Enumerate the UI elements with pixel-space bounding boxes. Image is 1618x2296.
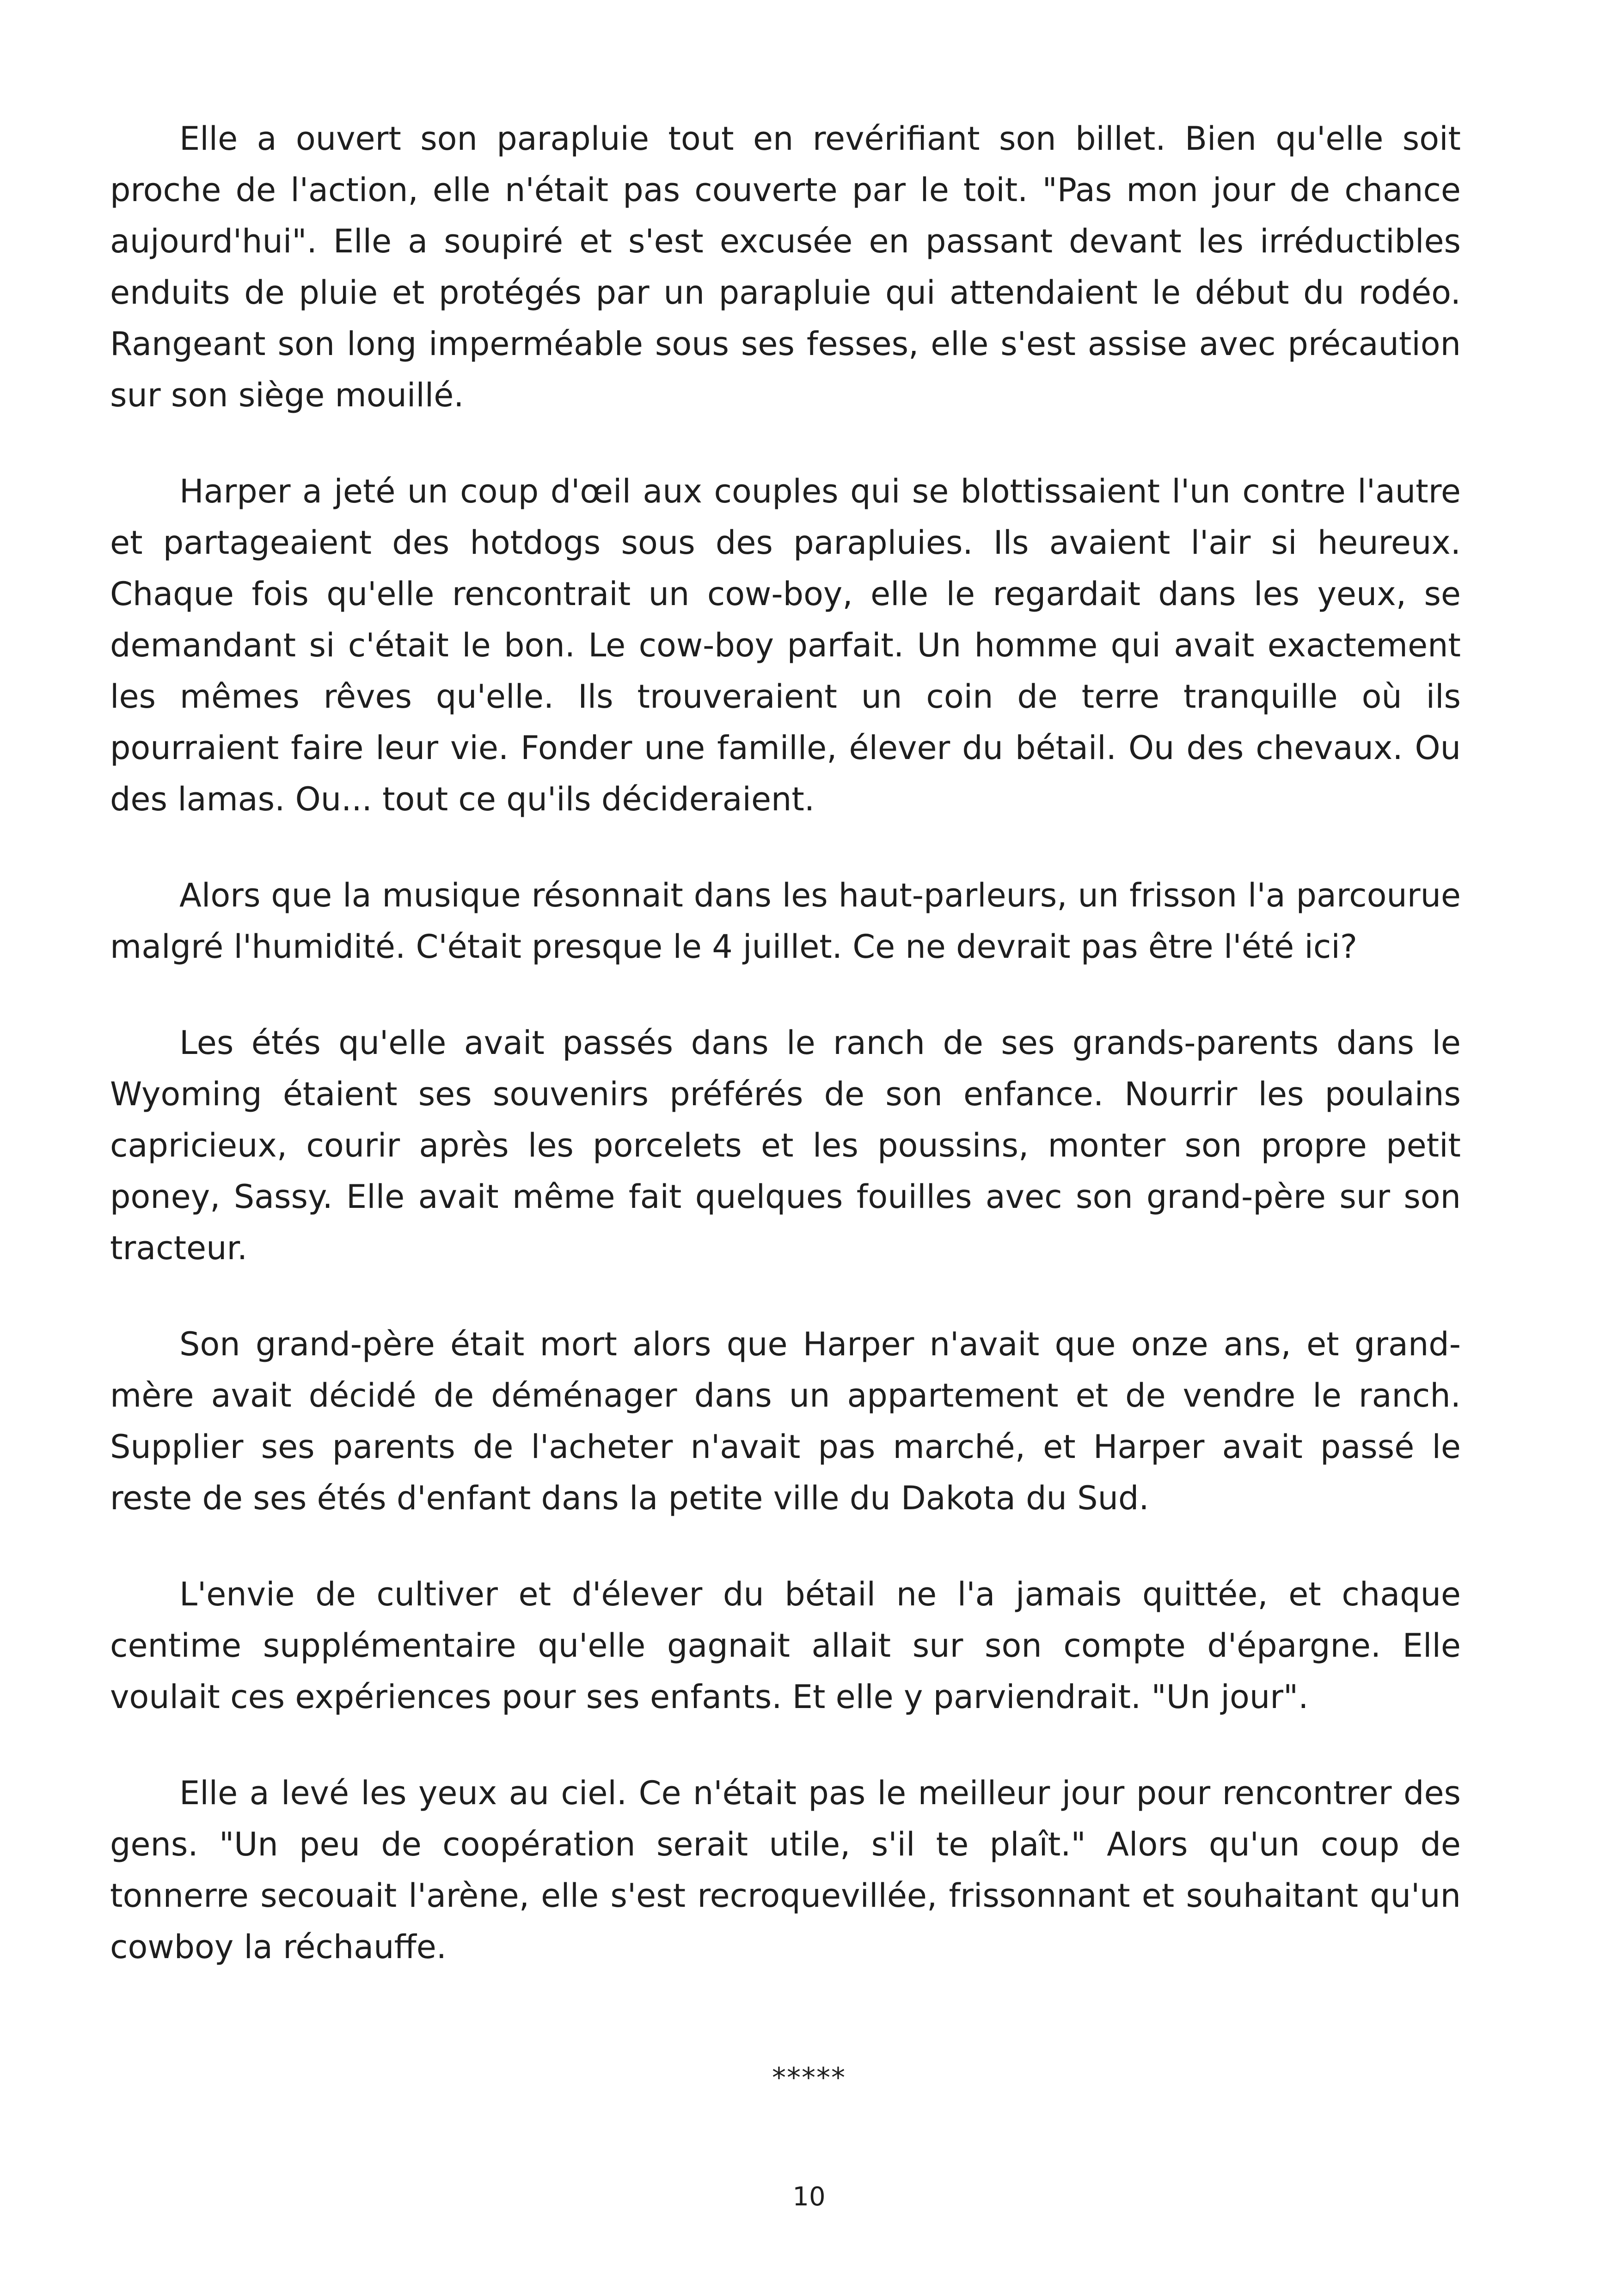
paragraph-4: Les étés qu'elle avait passés dans le ranch de ses grands-parents dans le Wyoming étaient ses souvenirs préférés de son enfance. Nourrir les poulains capricieux, courir après les porcelets et les poussins, monter son propre petit poney, Sassy. Elle avait même fait quelques fouilles avec son grand-père sur son tracteur. (110, 1024, 1461, 1267)
paragraph-5: Son grand-père était mort alors que Harper n'avait que onze ans, et grand-mère avait décidé de déménager dans un appartement et de vendre le ranch. Supplier ses parents de l'acheter n'avait pas marché, et Harper avait passé le reste de ses étés d'enfant dans la petite ville du Dakota du Sud. (110, 1325, 1461, 1517)
scene-separator: ***** (772, 2062, 846, 2094)
paragraph-2: Harper a jeté un coup d'œil aux couples qui se blottissaient l'un contre l'autre et partageaient des hotdogs sous des parapluies. Ils avaient l'air si heureux. Chaque fois qu'elle rencontrait un cow-boy, elle le regardait dans les yeux, se demandant si c'était le bon. Le cow-boy parfait. Un homme qui avait exactement les mêmes rêves qu'elle. Ils trouveraient un coin de terre tranquille où ils pourraient faire leur vie. Fonder une famille, élever du bétail. Ou des chevaux. Ou des lamas. Ou... tout ce qu'ils décideraient. (110, 472, 1461, 818)
paragraph-6: L'envie de cultiver et d'élever du bétail ne l'a jamais quittée, et chaque centime supplémentaire qu'elle gagnait allait sur son compte d'épargne. Elle voulait ces expériences pour ses enfants. Et elle y parviendrait. "Un jour". (110, 1575, 1461, 1716)
body-text (110, 113, 1461, 2018)
paragraph-3: Alors que la musique résonnait dans les haut-parleurs, un frisson l'a parcourue malgré l'humidité. C'était presque le 4 juillet. Ce ne devrait pas être l'été ici? (110, 876, 1461, 966)
paragraph-7: Elle a levé les yeux au ciel. Ce n'était pas le meilleur jour pour rencontrer des gens. "Un peu de coopération serait utile, s'il te plaît." Alors qu'un coup de tonnerre secouait l'arène, elle s'est recroquevillée, frissonnant et souhaitant qu'un cowboy la réchauffe. (110, 1774, 1461, 1966)
page-number: 10 (792, 2182, 826, 2212)
paragraph-1: Elle a ouvert son parapluie tout en revérifiant son billet. Bien qu'elle soit proche de l'action, elle n'était pas couverte par le toit. "Pas mon jour de chance aujourd'hui". Elle a soupiré et s'est excusée en passant devant les irréductibles enduits de pluie et protégés par un parapluie qui attendaient le début du rodéo. Rangeant son long imperméable sous ses fesses, elle s'est assise avec précaution sur son siège mouillé. (110, 120, 1461, 414)
